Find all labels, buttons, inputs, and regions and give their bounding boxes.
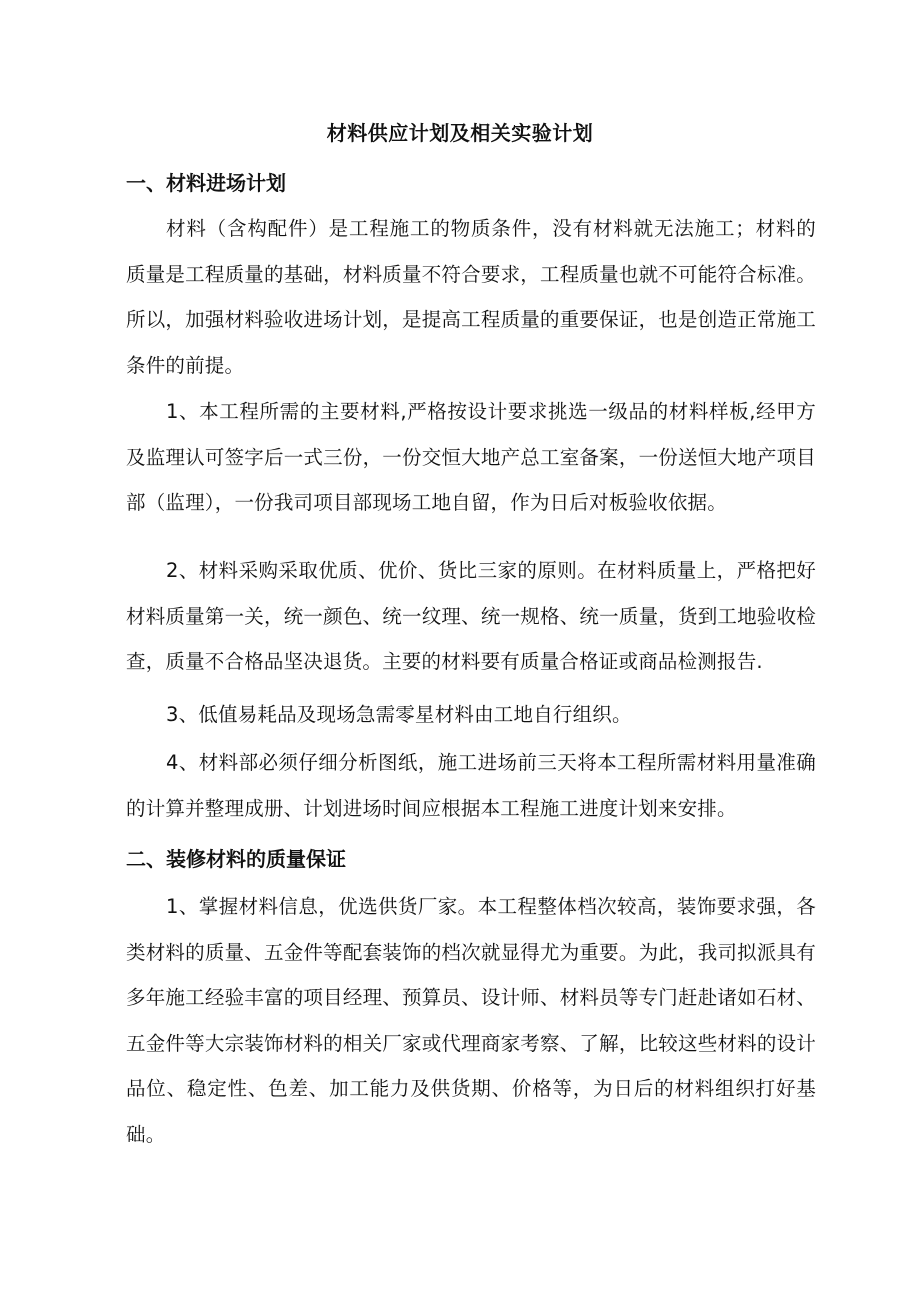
section-heading-quality-assurance: 二、装修材料的质量保证 (126, 847, 346, 871)
paragraph-item-1: 1、本工程所需的主要材料,严格按设计要求挑选一级品的材料样板,经甲方及监理认可签字后一式三份，一份交恒大地产总工室备案，一份送恒大地产项目部（监理），一份我司项目部现场工地自留，作为日后对板验收依据。 (126, 400, 816, 514)
paragraph-item-3: 3、低值易耗品及现场急需零星材料由工地自行组织。 (166, 703, 632, 726)
section-heading-material-entry-plan: 一、材料进场计划 (126, 171, 286, 195)
paragraph-quality-item-1: 1、掌握材料信息，优选供货厂家。本工程整体档次较高，装饰要求强，各类材料的质量、五金件等配套装饰的档次就显得尤为重要。为此，我司拟派具有多年施工经验丰富的项目经理、预算员、设计师、材料员等专门赶赴诸如石材、五金件等大宗装饰材料的相关厂家或代理商家考察、了解，比较这些材料的设计品位、稳定性、色差、加工能力及供货期、价格等，为日后的材料组织打好基础。 (126, 895, 816, 1146)
document-title: 材料供应计划及相关实验计划 (326, 121, 594, 145)
paragraph-item-4: 4、材料部必须仔细分析图纸，施工进场前三天将本工程所需材料用量准确的计算并整理成册、计划进场时间应根据本工程施工进度计划来安排。 (126, 751, 816, 820)
paragraph-item-2: 2、材料采购采取优质、优价、货比三家的原则。在材料质量上，严格把好材料质量第一关，统一颜色、统一纹理、统一规格、统一质量，货到工地验收检查，质量不合格品坚决退货。主要的材料要有质量合格证或商品检测报告. (126, 559, 816, 673)
paragraph-intro: 材料（含构配件）是工程施工的物质条件，没有材料就无法施工；材料的质量是工程质量的基础，材料质量不符合要求，工程质量也就不可能符合标准。所以，加强材料验收进场计划，是提高工程质量的重要保证，也是创造正常施工条件的前提。 (126, 217, 816, 377)
